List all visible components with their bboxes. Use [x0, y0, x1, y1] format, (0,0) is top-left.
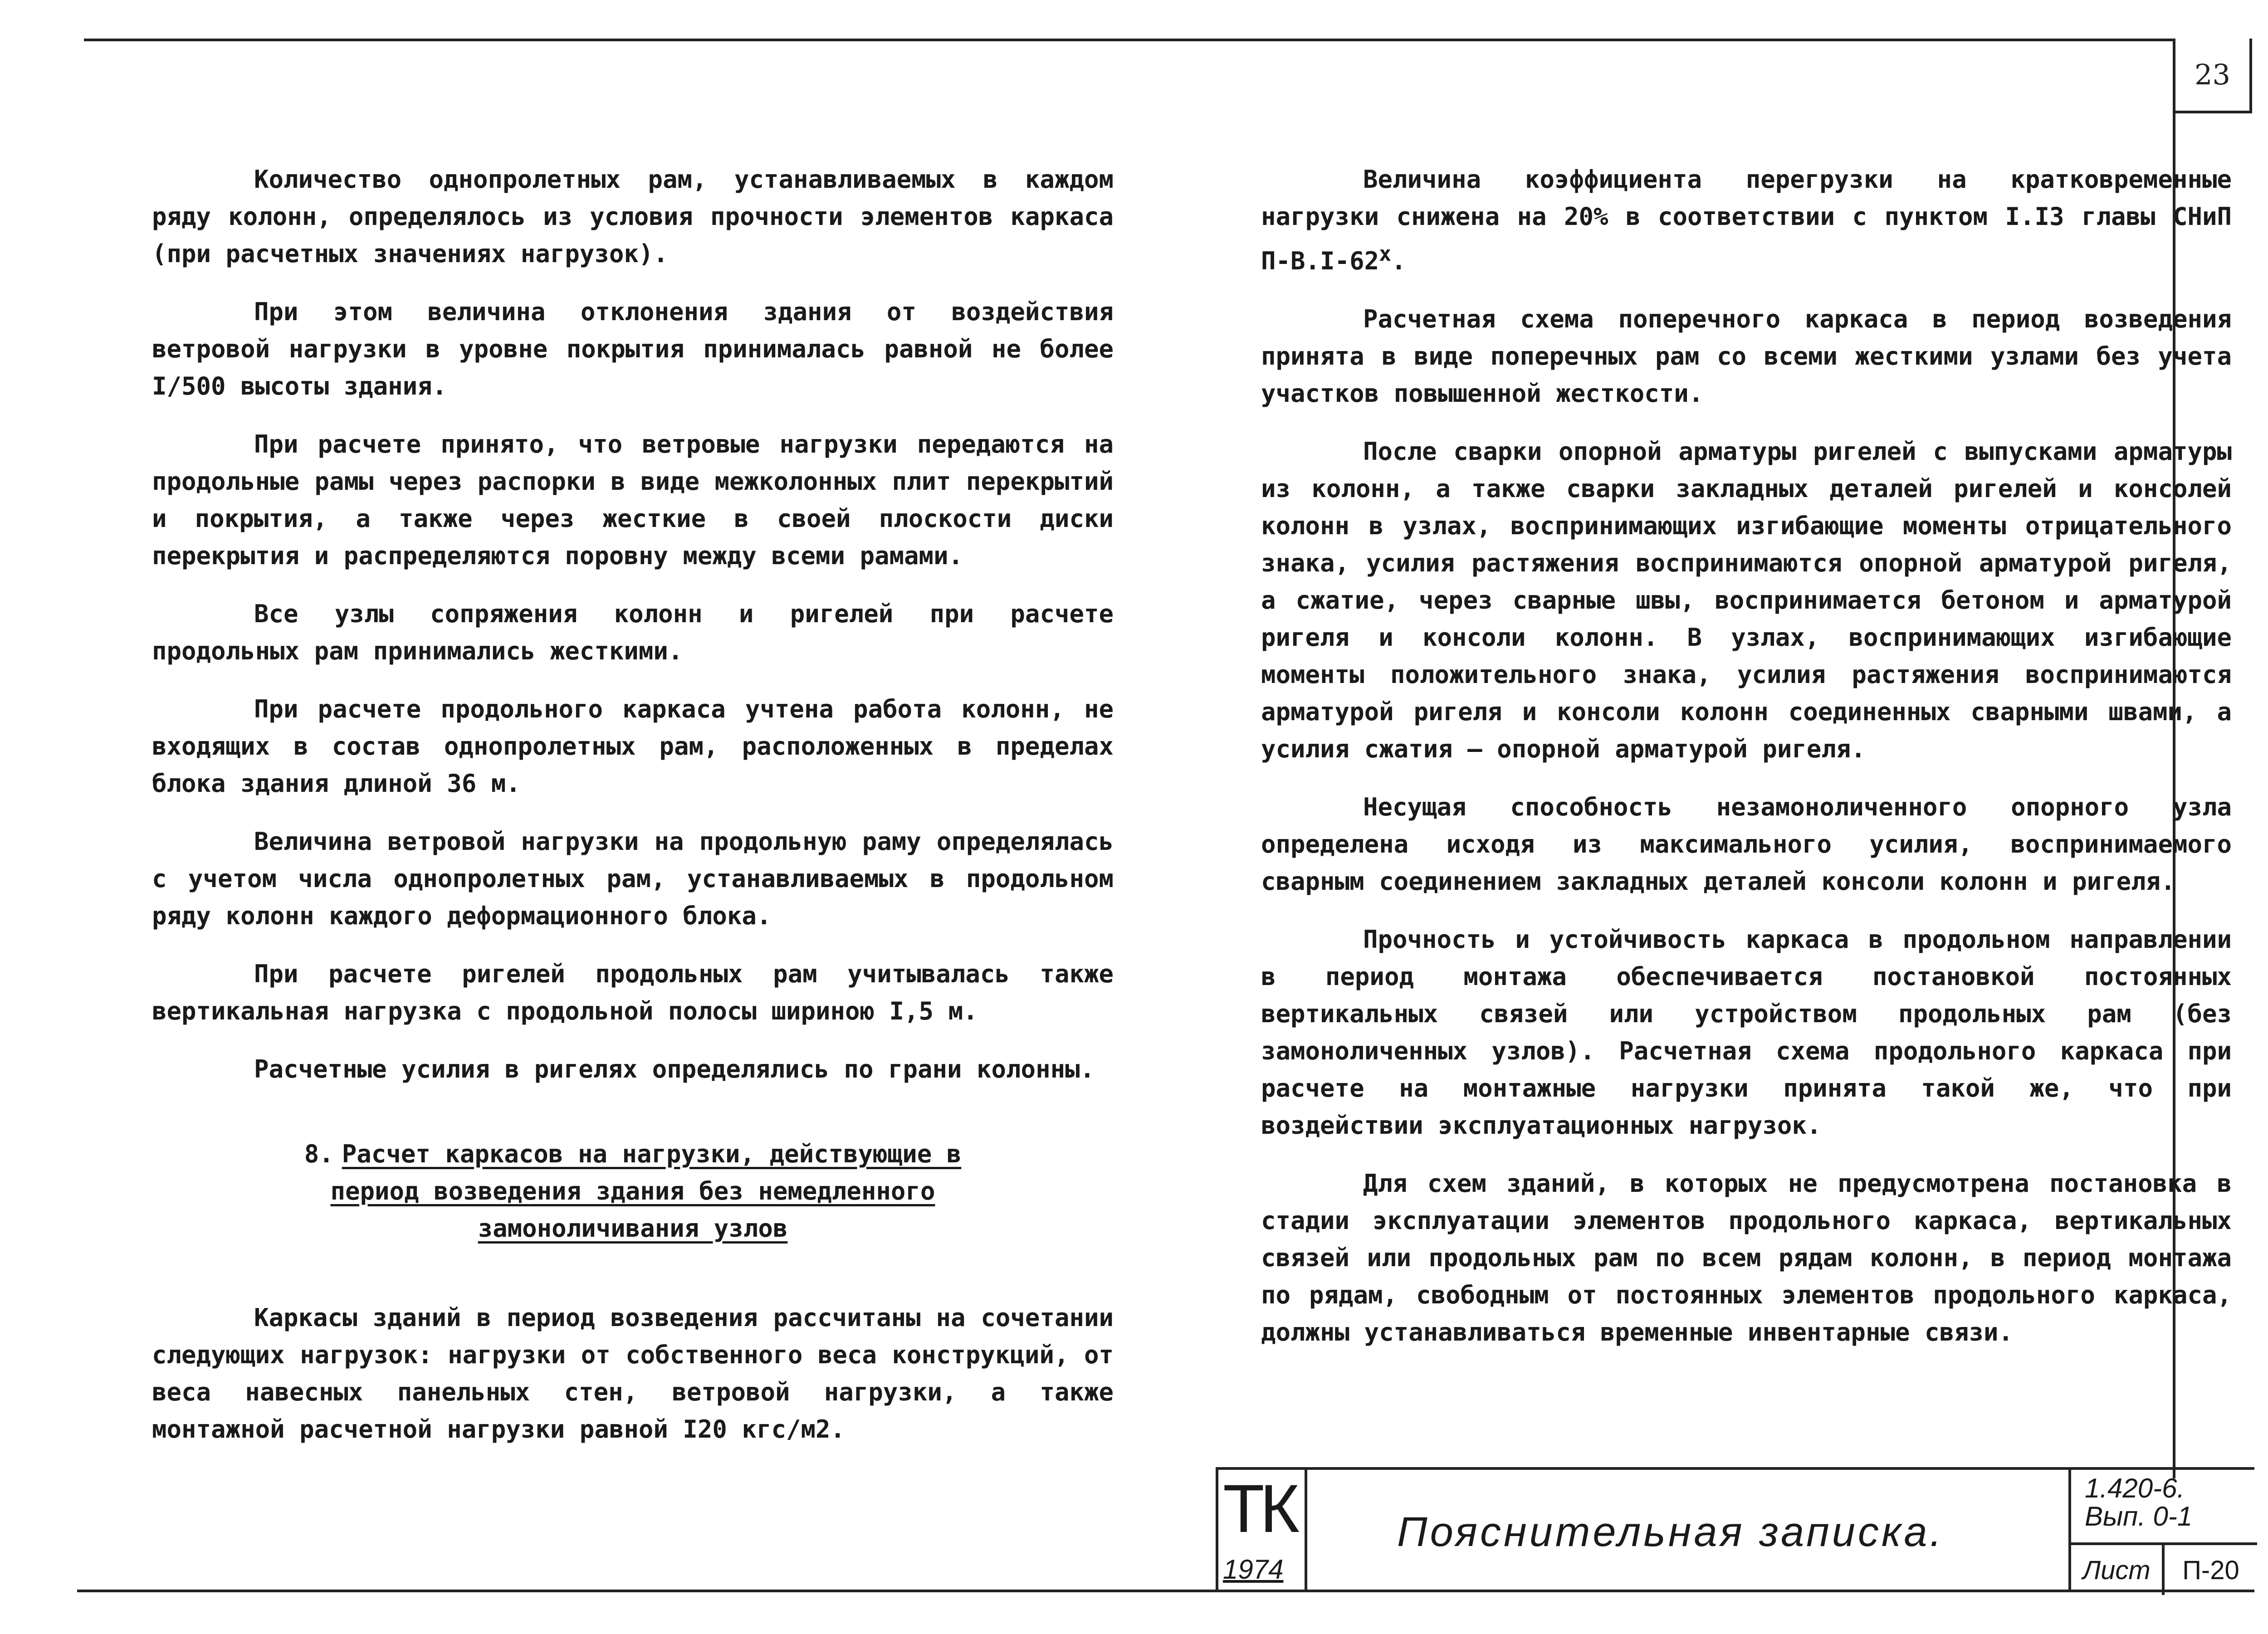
code-line: 1.420-6. — [2085, 1473, 2185, 1503]
paragraph: Расчетная схема поперечного каркаса в период возведения принята в виде поперечных рам со всеми жесткими узлами без учета участков повышенной жесткости. — [1261, 305, 2232, 408]
right-column — [1261, 161, 2232, 1372]
paragraph: Каркасы зданий в период возведения рассчитаны на сочетании следующих нагрузок: нагрузки от собственного веса конструкций, от веса навесных панельных стен, ветровой нагрузки, а также монтажной расчетной нагрузки равной I20 кгс/м2. — [152, 1303, 1114, 1444]
paragraph: При расчете принято, что ветровые нагрузки передаются на продольные рамы через распорки в виде межколонных плит перекрытий и покрытия, а также через жесткие в своей плоскости диски перекрытия и распределяются поровну между всеми рамами. — [152, 430, 1114, 570]
paragraph: После сварки опорной арматуры ригелей с выпусками арматуры из колонн, а также сварки закладных деталей ригелей и консолей колонн в узлах, воспринимающих изгибающие моменты отрицательного знака, усилия растяжения воспринимаются опорной арматурой ригеля, а сжатие, через сварные швы, воспринимается бетоном и арматурой ригеля и консоли колонн. В узлах, воспринимающих изгибающие моменты положительного знака, усилия растяжения воспринимаются арматурой ригеля и консоли колонн соединенных сварными швами, а усилия сжатия – опорной арматурой ригеля. — [1261, 437, 2232, 763]
paragraph: Все узлы сопряжения колонн и ригелей при расчете продольных рам принимались жесткими. — [152, 600, 1114, 665]
title-block — [1216, 1467, 2254, 1592]
paragraph: Для схем зданий, в которых не предусмотрена постановка в стадии эксплуатации элементов продольного каркаса, вертикальных связей или продольных рам по всем рядам колонн, в период монтажа по рядам, свободным от постоянных элементов продольного каркаса, должны устанавливаться временные инвентарные связи. — [1261, 1169, 2232, 1346]
section-title-line: замоноличивания узлов — [478, 1214, 788, 1243]
sheet-number: П-20 — [2182, 1555, 2239, 1585]
frame-top-border — [84, 39, 2175, 41]
page-number: 23 — [2173, 39, 2252, 113]
stamp-year: 1974 — [1223, 1554, 1284, 1585]
section-number: 8. — [304, 1140, 334, 1168]
paragraph: При расчете ригелей продольных рам учитывалась также вертикальная нагрузка с продольной полосы шириною I,5 м. — [152, 960, 1114, 1025]
paragraph-text: Величина коэффициента перегрузки на кратковременные нагрузки снижена на 20% в соответствии с пунктом I.I3 главы СНиП П-В.I-62 — [1261, 165, 2232, 275]
paragraph: Прочность и устойчивость каркаса в продольном направлении в период монтажа обеспечивается постановкой постоянных вертикальных связей или устройством продольных рам (без замоноличенных узлов). Расчетная схема продольного каркаса при расчете на монтажные нагрузки принята такой же, что при воздействии эксплуатационных нагрузок. — [1261, 925, 2232, 1140]
stamp-tk: ТК — [1223, 1470, 1295, 1546]
paragraph-end: . — [1391, 247, 1406, 275]
sheet-row — [2071, 1542, 2257, 1595]
paragraph: Величина ветровой нагрузки на продольную раму определялась с учетом числа однопролетных рам, устанавливаемых в продольном ряду колонн каждого деформационного блока. — [152, 827, 1114, 930]
paragraph: При расчете продольного каркаса учтена работа колонн, не входящих в состав однопролетных рам, расположенных в пределах блока здания длиной 36 м. — [152, 695, 1114, 798]
sheet-label: Лист — [2071, 1545, 2165, 1595]
code-line: Вып. 0-1 — [2085, 1501, 2193, 1532]
footnote-mark: х — [1379, 242, 1392, 266]
title-block-info — [2068, 1470, 2257, 1592]
document-title: Пояснительная записка. — [1397, 1509, 1945, 1555]
stamp-box — [1216, 1470, 1307, 1592]
paragraph — [1261, 161, 2232, 280]
paragraph: При этом величина отклонения здания от воздействия ветровой нагрузки в уровне покрытия принималась равной не более I/500 высоты здания. — [152, 298, 1114, 400]
section-title-line: период возведения здания без немедленного — [330, 1177, 935, 1205]
paragraph: Количество однопролетных рам, устанавливаемых в каждом ряду колонн, определялось из условия прочности элементов каркаса (при расчетных значениях нагрузок). — [152, 165, 1114, 268]
left-column — [152, 161, 1114, 1469]
document-code — [2085, 1474, 2192, 1531]
section-title-line: Расчет каркасов на нагрузки, действующие в — [342, 1140, 962, 1168]
paragraph: Расчетные усилия в ригелях определялись по грани колонны. — [254, 1055, 1095, 1083]
section-heading — [152, 1136, 1114, 1247]
paragraph: Несущая способность незамоноличенного опорного узла определена исходя из максимального усилия, воспринимаемого сварным соединением закладных деталей консоли колонн и ригеля. — [1261, 793, 2232, 896]
